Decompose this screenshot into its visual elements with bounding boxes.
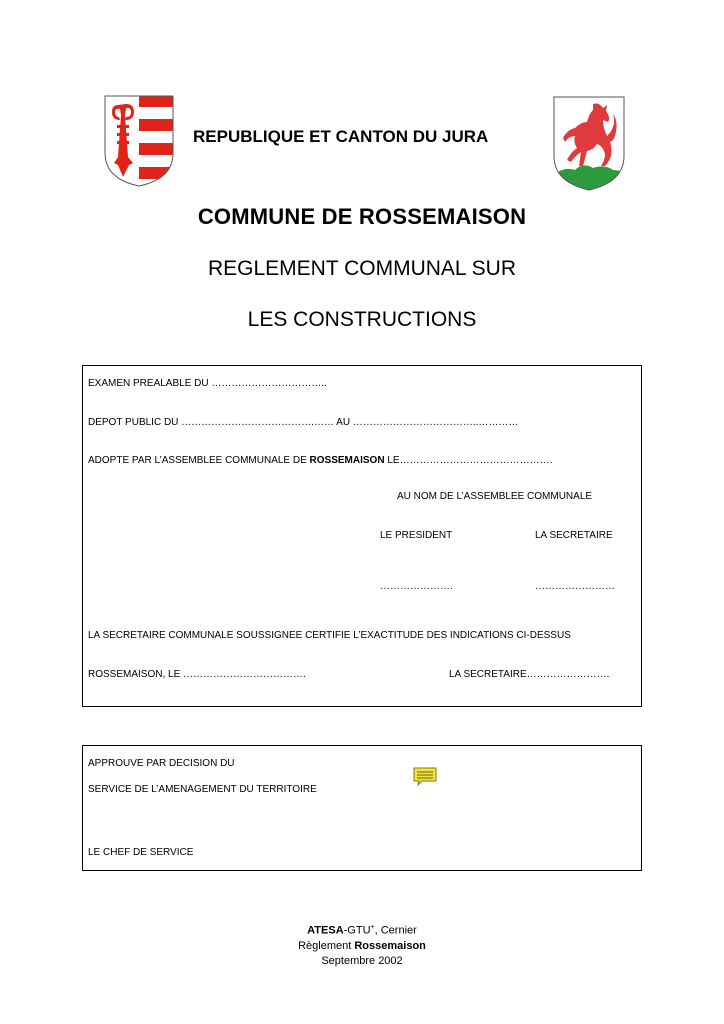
la-secretaire-signature: LA SECRETAIRE…………………….: [449, 669, 610, 680]
footer-company-sup: +: [370, 924, 375, 931]
footer-date: Septembre 2002: [321, 954, 403, 967]
depot-public-line: DEPOT PUBLIC DU ………………………………….…… AU ………………………………..…………: [88, 417, 519, 428]
footer-reglement-prefix: Règlement: [298, 939, 355, 952]
adopte-commune: ROSSEMAISON: [309, 455, 385, 466]
adopte-suffix: LE……………………………………….: [384, 455, 553, 466]
footer: [0, 920, 724, 969]
footer-company: [0, 920, 724, 939]
approuve-line: APPROUVE PAR DECISION DU: [88, 758, 235, 769]
rossemaison-coat-of-arms-icon: [553, 96, 625, 191]
footer-company-city: , Cernier: [374, 924, 417, 937]
chef-de-service: LE CHEF DE SERVICE: [88, 847, 194, 858]
rossemaison-le-line: ROSSEMAISON, LE ……………………………….: [88, 669, 306, 680]
reglement-title-line1: REGLEMENT COMMUNAL SUR: [207, 257, 517, 280]
president-label: LE PRESIDENT: [380, 530, 453, 541]
adopte-line: [88, 455, 552, 466]
footer-reglement: [0, 939, 724, 954]
footer-company-rest: -GTU: [343, 924, 371, 937]
commune-title: COMMUNE DE ROSSEMAISON: [197, 204, 527, 229]
examen-prealable-line: EXAMEN PREALABLE DU ……………………………..: [88, 378, 327, 389]
reglement-title-line2: LES CONSTRUCTIONS: [247, 308, 477, 331]
service-line: SERVICE DE L’AMENAGEMENT DU TERRITOIRE: [88, 784, 317, 795]
president-signature-dots: ………………….: [380, 581, 453, 592]
au-nom-assemblee: AU NOM DE L’ASSEMBLEE COMMUNALE: [397, 491, 593, 502]
secretaire-signature-dots: ……………………: [535, 581, 615, 592]
jura-coat-of-arms-icon: [104, 95, 174, 187]
comment-note-icon[interactable]: [413, 767, 437, 787]
certification-line: LA SECRETAIRE COMMUNALE SOUSSIGNEE CERTIFIE L’EXACTITUDE DES INDICATIONS CI-DESSUS: [88, 630, 571, 641]
canton-title: REPUBLIQUE ET CANTON DU JURA: [193, 127, 489, 146]
secretaire-label: LA SECRETAIRE: [535, 530, 613, 541]
footer-reglement-bold: Rossemaison: [354, 939, 426, 952]
adopte-prefix: ADOPTE PAR L’ASSEMBLEE COMMUNALE DE: [88, 455, 310, 466]
footer-company-bold: ATESA: [307, 924, 344, 937]
